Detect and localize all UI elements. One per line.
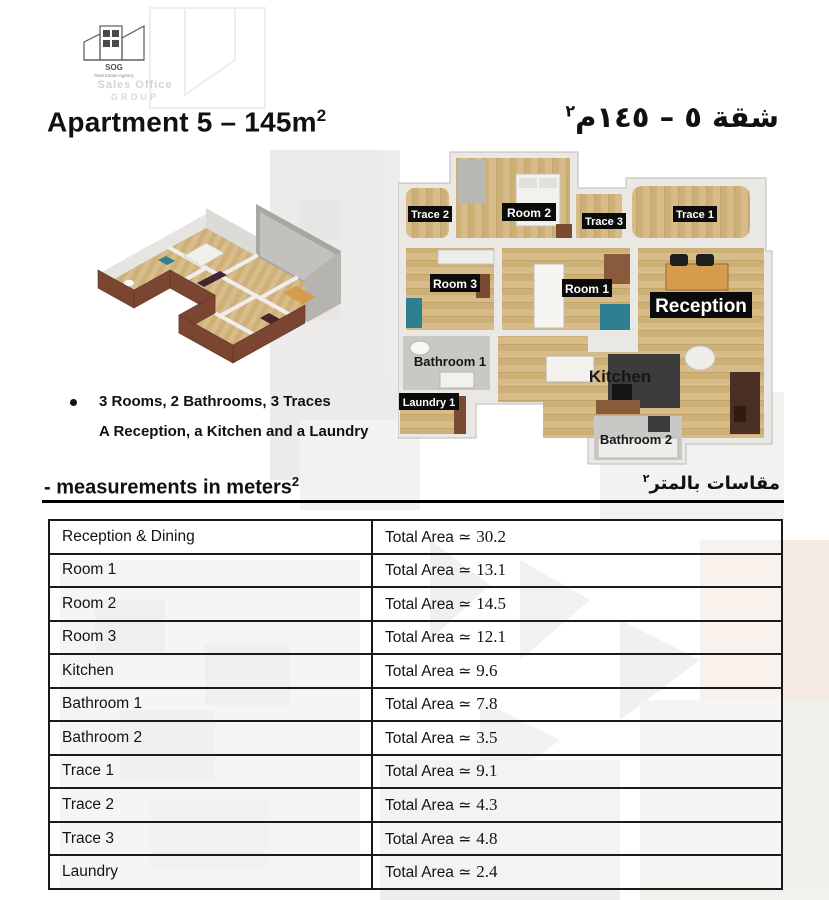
table-row [49,621,782,655]
table-row [49,822,782,856]
plan-label-kitchen: Kitchen [588,367,652,386]
table-row [49,554,782,588]
logo-acronym: SOG [105,63,123,72]
area-cell [372,688,782,722]
room-name-cell: Bathroom 1 [49,688,372,722]
room-name-cell: Kitchen [49,654,372,688]
features-line1: 3 Rooms, 2 Bathrooms, 3 Traces [99,393,331,410]
area-prefix: Total Area ≃ [385,629,472,647]
area-prefix: Total Area ≃ [385,763,472,781]
area-value: 14.5 [476,593,506,613]
room-name-cell: Room 1 [49,554,372,588]
area-cell [372,755,782,789]
table-row [49,788,782,822]
area-value: 4.8 [476,828,498,848]
area-value: 30.2 [476,526,506,546]
area-value: 4.3 [476,795,498,815]
bullet-icon [70,399,77,406]
plan-label-room2: Room 2 [506,206,552,220]
room-name-cell: Reception & Dining [49,520,372,554]
plan-label-trace3: Trace 3 [585,216,623,228]
table-row [49,520,782,554]
table-row [49,721,782,755]
measurements-heading-english: - measurements in meters$^2$ [44,474,300,499]
table-row [49,688,782,722]
area-prefix: Total Area ≃ [385,528,472,546]
plan-label-laundry1: Laundry 1 [402,397,456,409]
area-prefix: Total Area ≃ [385,864,472,882]
area-value: 7.8 [476,694,498,714]
area-cell [372,621,782,655]
room-name-cell: Laundry [49,855,372,889]
plan-label-trace1: Trace 1 [676,209,714,221]
table-row [49,855,782,889]
room-name-cell: Trace 2 [49,788,372,822]
area-cell [372,721,782,755]
heading-underline [42,500,784,503]
plan-label-trace2: Trace 2 [411,209,449,221]
isometric-floorplan-image [60,158,352,390]
plan-label-room3: Room 3 [432,277,478,291]
page-title-english: Apartment $5 - 145m^2$ [47,106,327,138]
room-name-cell: Bathroom 2 [49,721,372,755]
logo-watermark-line2: GROUP [110,92,160,102]
area-cell [372,654,782,688]
plan-label-reception: Reception [655,296,747,317]
apartment-features [68,393,378,440]
area-prefix: Total Area ≃ [385,830,472,848]
room-name-cell: Room 3 [49,621,372,655]
area-prefix: Total Area ≃ [385,562,472,580]
area-value: 12.1 [476,627,506,647]
measurements-heading-arabic: مقاسات بالمتر$^٢$ [642,472,780,494]
plan-label-bathroom2: Bathroom 2 [599,432,673,447]
area-value: 3.5 [476,727,498,747]
room-name-cell: Trace 3 [49,822,372,856]
area-cell [372,587,782,621]
heading-arabic-superscript: ٢ [642,472,650,485]
area-prefix: Total Area ≃ [385,696,472,714]
title-superscript: 2 [316,106,327,125]
labeled-floorplan-image [398,148,783,466]
area-value: 9.1 [476,761,498,781]
room-name-cell: Trace 1 [49,755,372,789]
logo-watermark-line1: Sales Office [97,79,173,91]
table-row [49,755,782,789]
room-name-cell: Room 2 [49,587,372,621]
area-cell [372,554,782,588]
area-value: 13.1 [476,560,506,580]
area-cell [372,822,782,856]
area-prefix: Total Area ≃ [385,595,472,613]
logo-tagline: Real Estate Agency [94,73,134,78]
sales-office-group-logo [60,8,210,103]
area-cell [372,788,782,822]
features-line2: A Reception, a Kitchen and a Laundry [99,423,369,440]
area-prefix: Total Area ≃ [385,662,472,680]
measurements-table [48,519,783,890]
page-title-arabic: شقة ٥ – ١٤٥م$^٢$ [565,100,779,134]
table-row [49,587,782,621]
heading-superscript: 2 [291,474,300,489]
area-cell [372,520,782,554]
area-cell [372,855,782,889]
area-value: 2.4 [476,862,498,882]
table-row [49,654,782,688]
plan-label-room1: Room 1 [564,282,610,296]
plan-label-bathroom1: Bathroom 1 [413,354,487,369]
area-prefix: Total Area ≃ [385,729,472,747]
title-arabic-superscript: ٢ [565,101,576,121]
area-prefix: Total Area ≃ [385,797,472,815]
area-value: 9.6 [476,660,498,680]
